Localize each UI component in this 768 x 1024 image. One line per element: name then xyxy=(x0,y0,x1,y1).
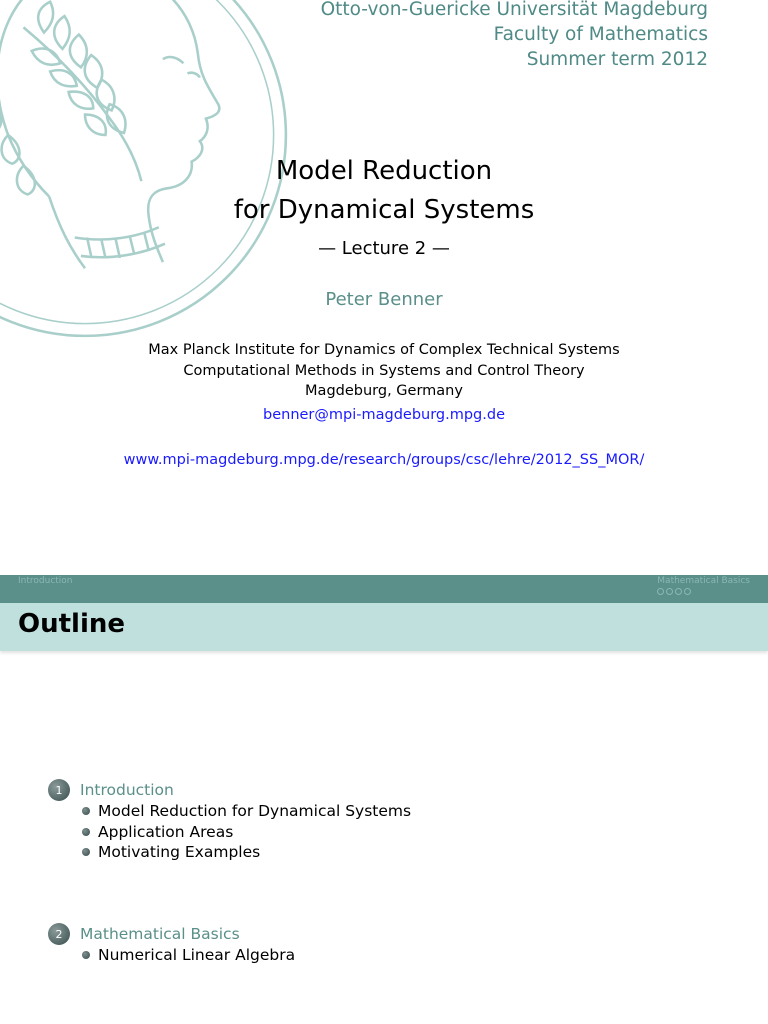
subsection-item[interactable] xyxy=(82,801,411,822)
faculty-name: Faculty of Mathematics xyxy=(493,24,708,45)
nav-dot-icon[interactable] xyxy=(666,588,673,595)
term-label: Summer term 2012 xyxy=(526,49,708,70)
course-url-link[interactable]: www.mpi-magdeburg.mpg.de/research/groups/csc/lehre/2012_SS_MOR/ xyxy=(123,452,645,468)
section-number-ball-icon: 2 xyxy=(48,923,70,945)
nav-section-mathematical-basics[interactable] xyxy=(657,576,750,595)
university-affiliation xyxy=(321,0,708,72)
frame-title: Outline xyxy=(18,609,126,639)
bullet-ball-icon xyxy=(82,828,90,836)
frame-title-bar xyxy=(0,603,768,651)
bullet-ball-icon xyxy=(82,848,90,856)
subsection-item[interactable] xyxy=(82,945,295,966)
department-name: Computational Methods in Systems and Control Theory xyxy=(183,362,585,379)
institute-block xyxy=(0,340,768,402)
subsection-item[interactable] xyxy=(82,822,411,843)
subsection-item[interactable] xyxy=(82,842,411,863)
outline-section-2 xyxy=(48,923,295,966)
subsection-label: Numerical Linear Algebra xyxy=(98,946,296,965)
institute-name: Max Planck Institute for Dynamics of Complex Technical Systems xyxy=(148,342,620,358)
nav-dot-icon[interactable] xyxy=(657,588,664,595)
bullet-ball-icon xyxy=(82,807,90,815)
section-label: Introduction xyxy=(80,781,174,799)
section-number-ball-icon: 1 xyxy=(48,779,70,801)
university-name: Otto-von-Guericke Universität Magdeburg xyxy=(320,0,708,20)
subsection-label: Model Reduction for Dynamical Systems xyxy=(98,802,412,821)
section-navigation-bar xyxy=(0,575,768,603)
subsection-label: Motivating Examples xyxy=(98,843,261,862)
outline-section-1 xyxy=(48,779,411,863)
location: Magdeburg, Germany xyxy=(305,383,463,399)
email-link[interactable]: benner@mpi-magdeburg.mpg.de xyxy=(263,407,505,423)
section-heading[interactable] xyxy=(48,779,411,801)
subsection-label: Application Areas xyxy=(98,822,234,841)
nav-dot-icon[interactable] xyxy=(684,588,691,595)
nav-dot-icon[interactable] xyxy=(675,588,682,595)
author-name: Peter Benner xyxy=(325,289,443,310)
title-line-1: Model Reduction xyxy=(275,156,493,186)
bullet-ball-icon xyxy=(82,951,90,959)
nav-subsection-dots xyxy=(657,588,750,595)
presentation-title xyxy=(0,152,768,230)
outline-slide xyxy=(0,575,768,1024)
section-heading[interactable] xyxy=(48,923,295,945)
nav-section-label: Mathematical Basics xyxy=(657,576,750,586)
lecture-subtitle: — Lecture 2 — xyxy=(318,238,450,259)
title-line-2: for Dynamical Systems xyxy=(233,195,535,225)
nav-section-introduction[interactable]: Introduction xyxy=(18,576,73,586)
section-label: Mathematical Basics xyxy=(80,925,240,943)
